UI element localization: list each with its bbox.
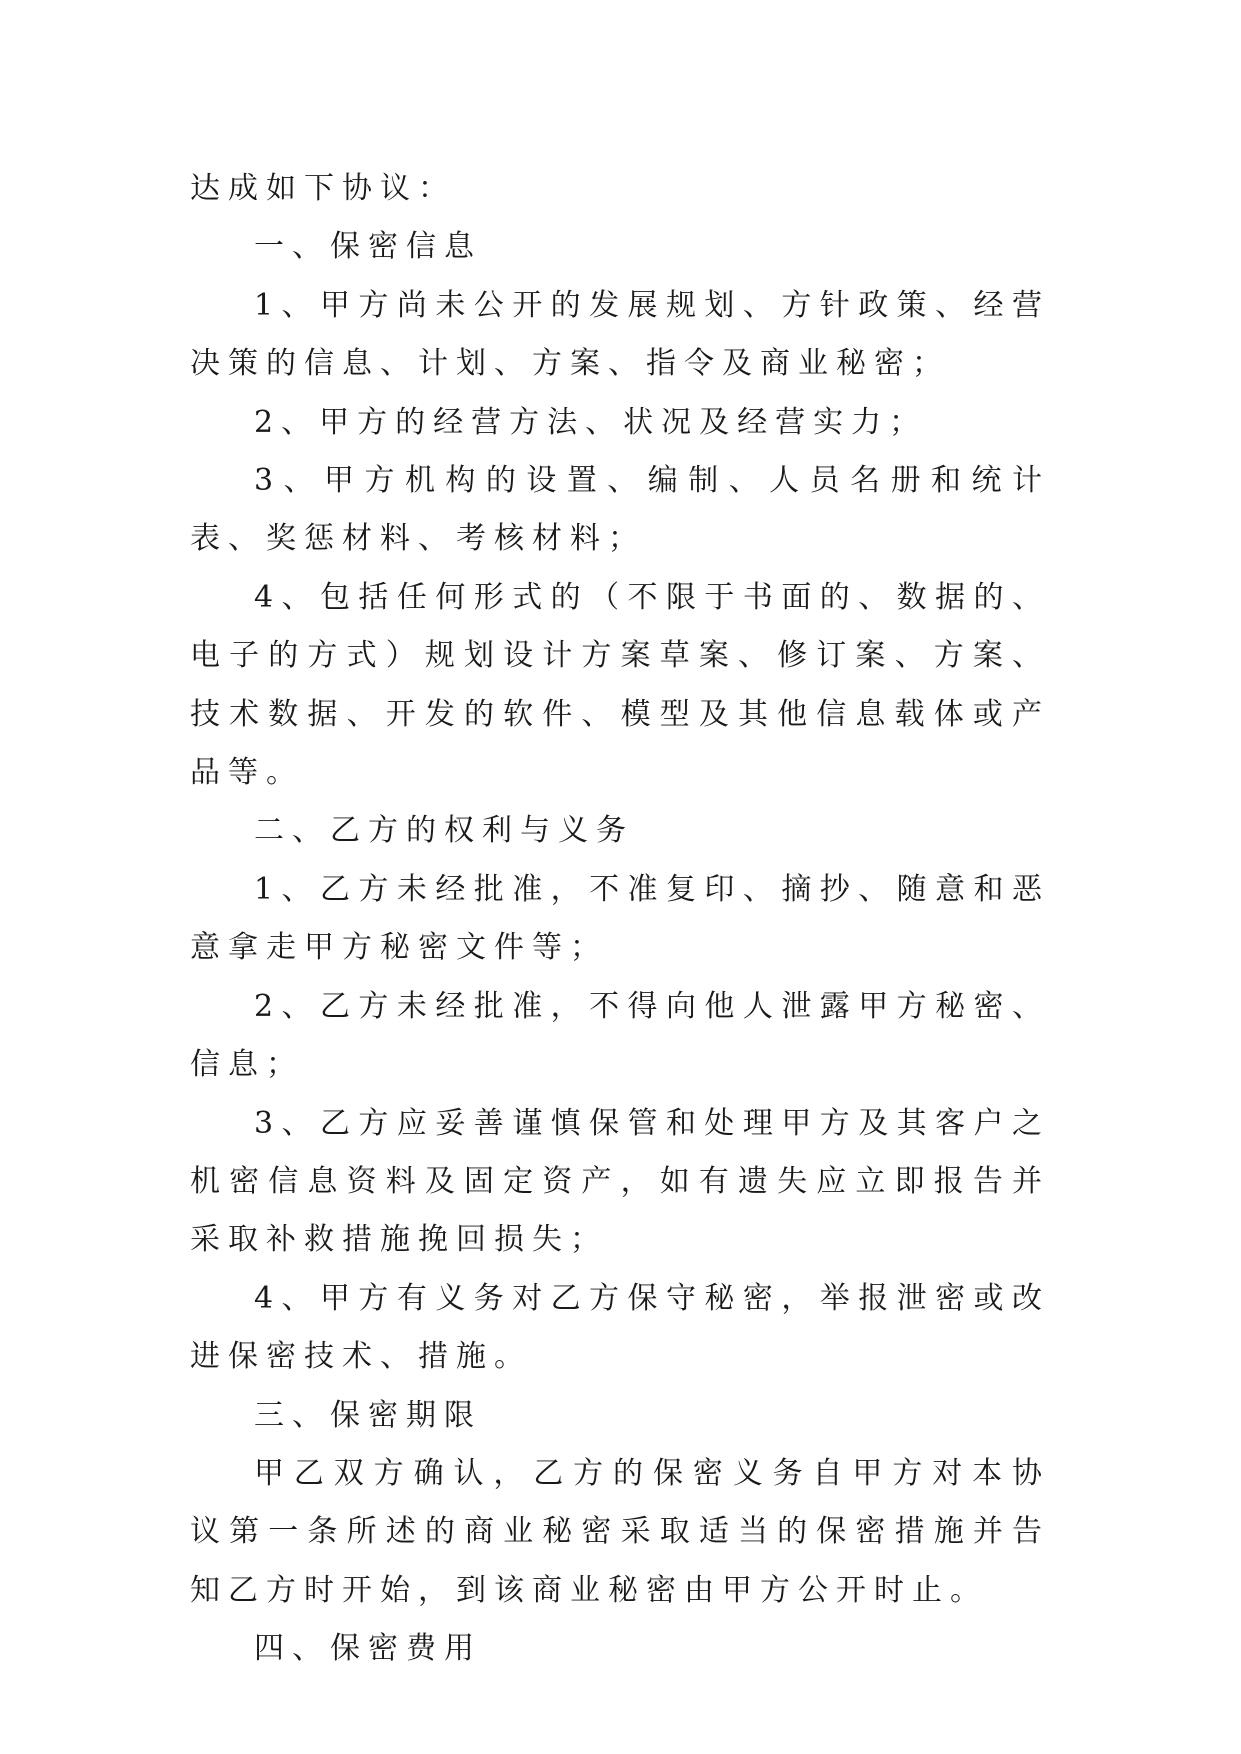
clause-1-4: 4、包括任何形式的（不限于书面的、数据的、电子的方式）规划设计方案草案、修订案、方案、技术数据、开发的软件、模型及其他信息载体或产品等。 [190, 579, 1050, 791]
clause-1-2: 2、甲方的经营方法、状况及经营实力； [254, 404, 928, 440]
clause-2-1: 1、乙方未经批准，不准复印、摘抄、随意和恶意拿走甲方秘密文件等； [190, 871, 1050, 966]
paragraph-intro: 达成如下协议： [190, 171, 456, 206]
clause-1-1: 1、甲方尚未公开的发展规划、方针政策、经营决策的信息、计划、方案、指令及商业秘密； [190, 287, 1050, 382]
section-heading-confidentiality-period: 三、保密期限 [254, 1397, 482, 1433]
clause-2-4: 4、甲方有义务对乙方保守秘密，举报泄密或改进保密技术、措施。 [190, 1280, 1050, 1375]
section-heading-confidential-info: 一、保密信息 [254, 229, 482, 265]
clause-2-2: 2、乙方未经批准，不得向他人泄露甲方秘密、信息； [190, 988, 1050, 1083]
document-body [190, 160, 1050, 1679]
section-heading-rights-obligations: 二、乙方的权利与义务 [254, 813, 634, 849]
clause-1-3: 3、甲方机构的设置、编制、人员名册和统计表、奖惩材料、考核材料； [190, 463, 1050, 557]
section-heading-confidentiality-fees: 四、保密费用 [254, 1631, 482, 1667]
clause-3-body: 甲乙双方确认，乙方的保密义务自甲方对本协议第一条所述的商业秘密采取适当的保密措施并告知乙方时开始，到该商业秘密由甲方公开时止。 [190, 1455, 1050, 1608]
clause-2-3: 3、乙方应妥善谨慎保管和处理甲方及其客户之机密信息资料及固定资产，如有遗失应立即报告并采取补救措施挽回损失； [190, 1105, 1050, 1258]
